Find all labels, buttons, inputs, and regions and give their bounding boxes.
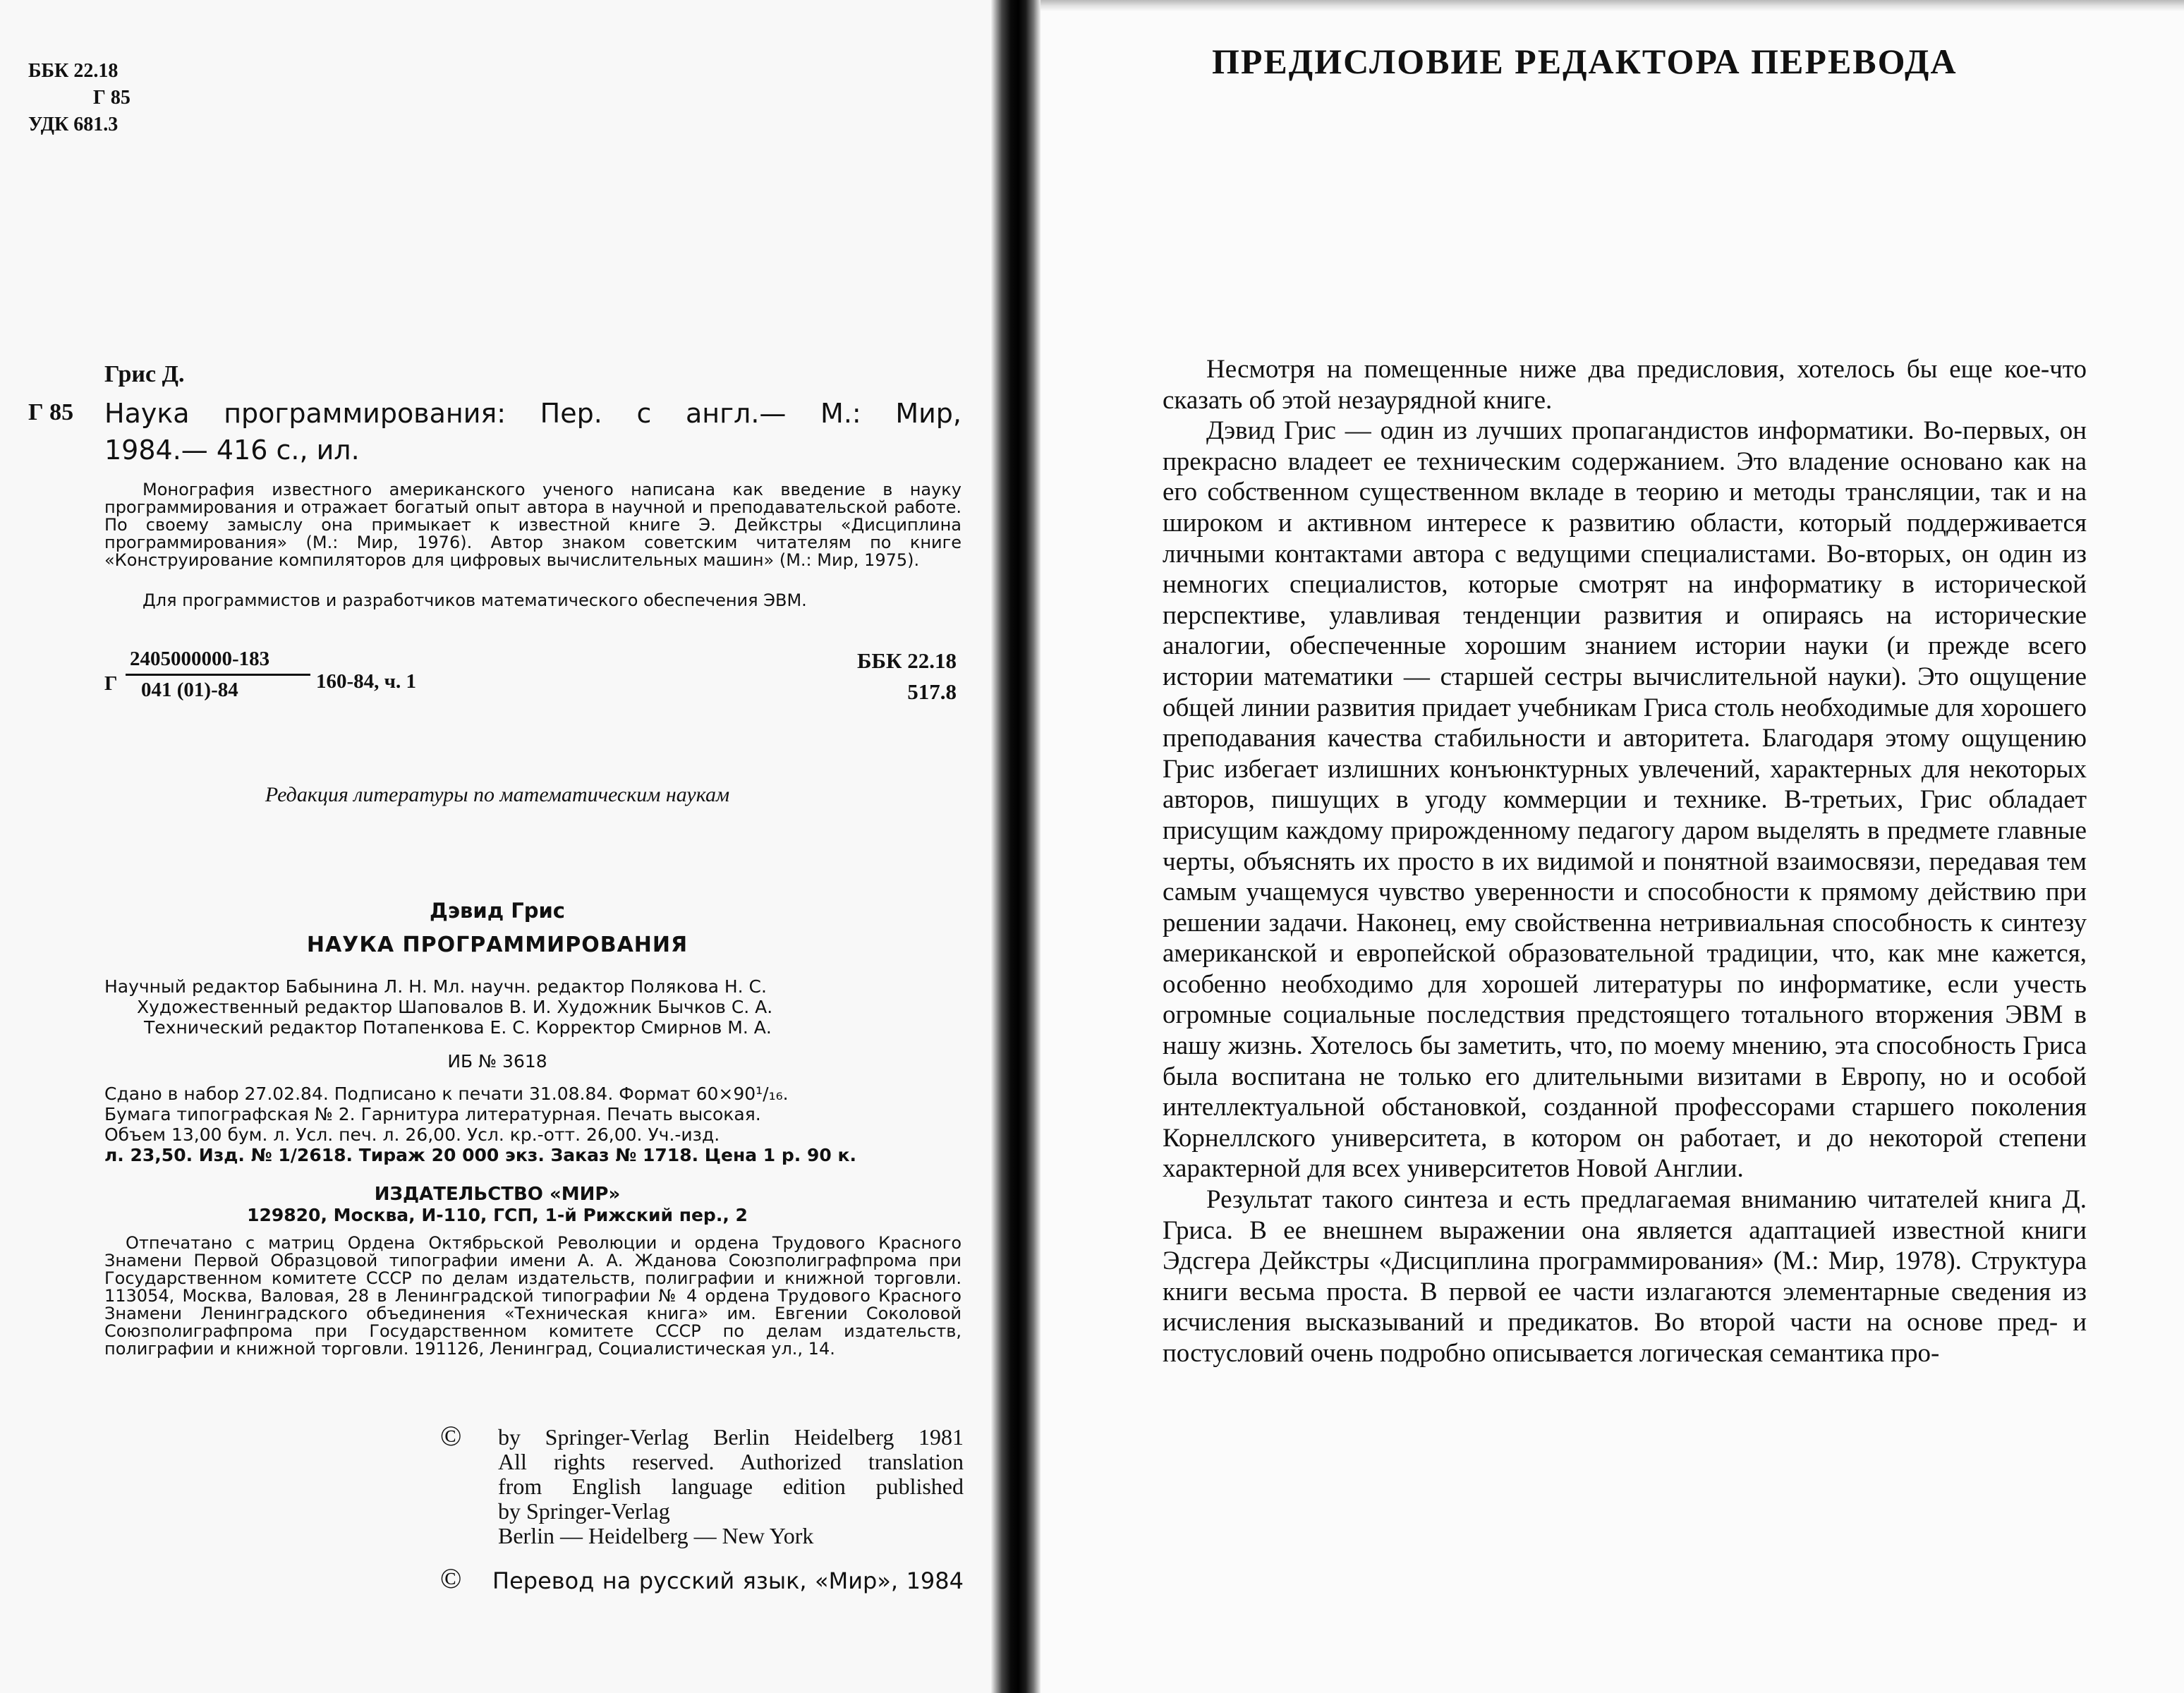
staff-line: Технический редактор Потапенкова Е. С. Корректор Смирнов М. А. [144,1017,772,1038]
technical-data [104,1084,961,1165]
catalog-bbk-main: ББК 22.18 [857,648,957,673]
translation-copyright: Перевод на русский язык, «Мир», 1984 [492,1567,964,1594]
catalog-mark: Г 85 [28,399,74,425]
printing-house: Отпечатано с матриц Ордена Октябрьской Революции и ордена Трудового Красного Знамени Первой Образцовой типографии имени А. А. Жданова Союзполиграфпрома при Государственном комитете СССР по делам издательств, полиграфии и книжной торговли. 113054, Москва, Валовая, 28 в Ленинградской типографии № 4 ордена Трудового Красного Знамени Ленинградского объединения «Техническая книга» им. Евгении Соколовой Союзполиграфпрома при Государственном комитете СССР по делам издательств, полиграфии и книжной торговли. 191126, Ленинград, Социалистическая ул., 14. [104,1233,961,1359]
tech-line: Бумага типографская № 2. Гарнитура литературная. Печать высокая. [104,1104,761,1124]
catalog-bbk [857,645,957,708]
preface-paragraph: Результат такого синтеза и есть предлагаемая вниманию читателей книга Д. Гриса. В ее внешнем выражении она является адаптацией известной книги Эдсгера Дейкстры «Дисциплина программирования» (М.: Мир, 1978). Структура книги весьма проста. В первой ее части излагаются элементарные сведения из исчисления высказываний и предикатов. Во второй части на основе пред- и постусловий очень подробно описывается логическая семантика про- [1163,1185,2087,1368]
catalog-bbk-sub: 517.8 [907,679,957,704]
preface-title: ПРЕДИСЛОВИЕ РЕДАКТОРА ПЕРЕВОДА [1212,42,1958,81]
tech-line: л. 23,50. Изд. № 1/2618. Тираж 20 000 экз. Заказ № 1718. Цена 1 р. 90 к. [104,1145,856,1165]
preface-paragraph: Дэвид Грис — один из лучших пропагандистов информатики. Во-первых, он прекрасно владеет ее техническим содержанием. Это владение основано как на его собственном существенном вкладе в теорию и методы трансляции, так и на широком и активном интересе к развитию области, который поддерживается личными контактами автора с ведущими специалистами. Во-вторых, он один из немногих специалистов, которые смотрят на информатику в исторической перспективе, улавливая тенденции развития и опираясь на исторические аналогии, обеспеченные хорошим знанием истории науки (и прежде всего истории математики — старшей сестры вычислительной науки). Это ощущение общей линии развития придает учебникам Гриса столь необходимые для хорошего преподавания качества стабильности и авторитета. Благодаря этому ощущению Грис избегает излишних конъюнктурных увлечений, характерных для некоторых авторов, пишущих в угоду коммерции и технике. В-третьих, Грис обладает присущим каждому прирожденному педагогу даром выделять в предмете главные черты, объяснять их просто в их видимой и понятной взаимосвязи, передавая тем самым учащемуся чувство уверенности и способности к прямому действию при решении задачи. Наконец, ему свойственна нетривиальная способность к синтезу американской и европейской образовательной традиции, что, как мне кажется, особенно необходимо для хорошей литературы по информатике, если учесть огромные социальные последствия предстоящего тотального вторжения ЭВМ в нашу жизнь. Хотелось бы заметить, что, по моему мнению, эта способность Гриса была воспитана не только его длительными визитами в Европу, но и особой интеллектуальной обстановкой, созданной профессорами старшего поколения Корнеллского университета, в котором он работает, и до некоторой степени характерной для всех университетов Новой Англии. [1163,416,2087,1184]
tech-line: Сдано в набор 27.02.84. Подписано к печати 31.08.84. Формат 60×90¹/₁₆. [104,1084,789,1104]
copyright-line: by Springer-Verlag [498,1498,670,1524]
left-page [0,0,995,1693]
copyright-symbol: © [440,1420,462,1452]
copyright-line: by Springer-Verlag Berlin Heidelberg 1981 [498,1424,964,1450]
copyright-block [498,1425,964,1548]
copyright-line: All rights reserved. Authorized translation [498,1449,964,1474]
copyright-symbol: © [440,1562,462,1594]
editorial-office: Редакция литературы по математическим наукам [265,783,730,806]
staff-line: Научный редактор Бабынина Л. Н. Мл. научн. редактор Полякова Н. С. [104,976,767,997]
imprint-title: НАУКА ПРОГРАММИРОВАНИЯ [306,933,688,957]
preface-paragraph: Несмотря на помещенные ниже два предисловия, хотелось бы еще кое-что сказать об этой незаурядной книге. [1163,355,2087,415]
preface-body [1163,354,2087,1369]
udk-value: 681.3 [73,114,119,135]
catalog-fraction [126,648,310,702]
classification-block [28,58,131,138]
catalog-denominator: 041 (01)-84 [141,679,238,701]
catalog-author: Грис Д. [104,361,185,387]
book-annotation: Монография известного американского ученого написана как введение в науку программирования и отражает богатый опыт автора в научной и преподавательской работе. По своему замыслу она примыкает к известной книге Э. Дейкстры «Дисциплина программирования» (М.: Мир, 1976). Автор знаком советским читателям по книге «Конструирование компиляторов для цифровых вычислительных машин» (М.: Мир, 1975). [104,480,961,570]
publisher-address: 129820, Москва, И-110, ГСП, 1-й Рижский пер., 2 [247,1205,748,1225]
publisher-name: ИЗДАТЕЛЬСТВО «МИР» [374,1184,621,1205]
catalog-description-line2: 1984.— 416 с., ил. [104,435,360,466]
bbk-label: ББК [28,60,69,82]
udk-label: УДК [28,114,69,135]
catalog-numerator: 2405000000-183 [130,648,270,670]
catalog-description-line1: Наука программирования: Пер. с англ.— М.: Мир, [104,398,961,429]
book-gutter [991,0,1041,1693]
editorial-staff [104,976,951,1038]
tech-line: Объем 13,00 бум. л. Усл. печ. л. 26,00. Усл. кр.-отт. 26,00. Уч.-изд. [104,1124,720,1145]
audience-note: Для программистов и разработчиков математического обеспечения ЭВМ. [142,590,807,610]
catalog-code: 160-84, ч. 1 [316,670,417,693]
bbk-value: 22.18 [73,60,119,82]
copyright-line: Berlin — Heidelberg — New York [498,1523,814,1548]
author-mark: Г 85 [93,87,131,109]
copyright-line: from English language edition published [498,1474,964,1499]
staff-line: Художественный редактор Шаповалов В. И. Художник Бычков С. А. [137,997,773,1017]
ib-number: ИБ № 3618 [447,1051,547,1072]
catalog-letter: Г [104,672,118,695]
imprint-author: Дэвид Грис [430,899,565,923]
